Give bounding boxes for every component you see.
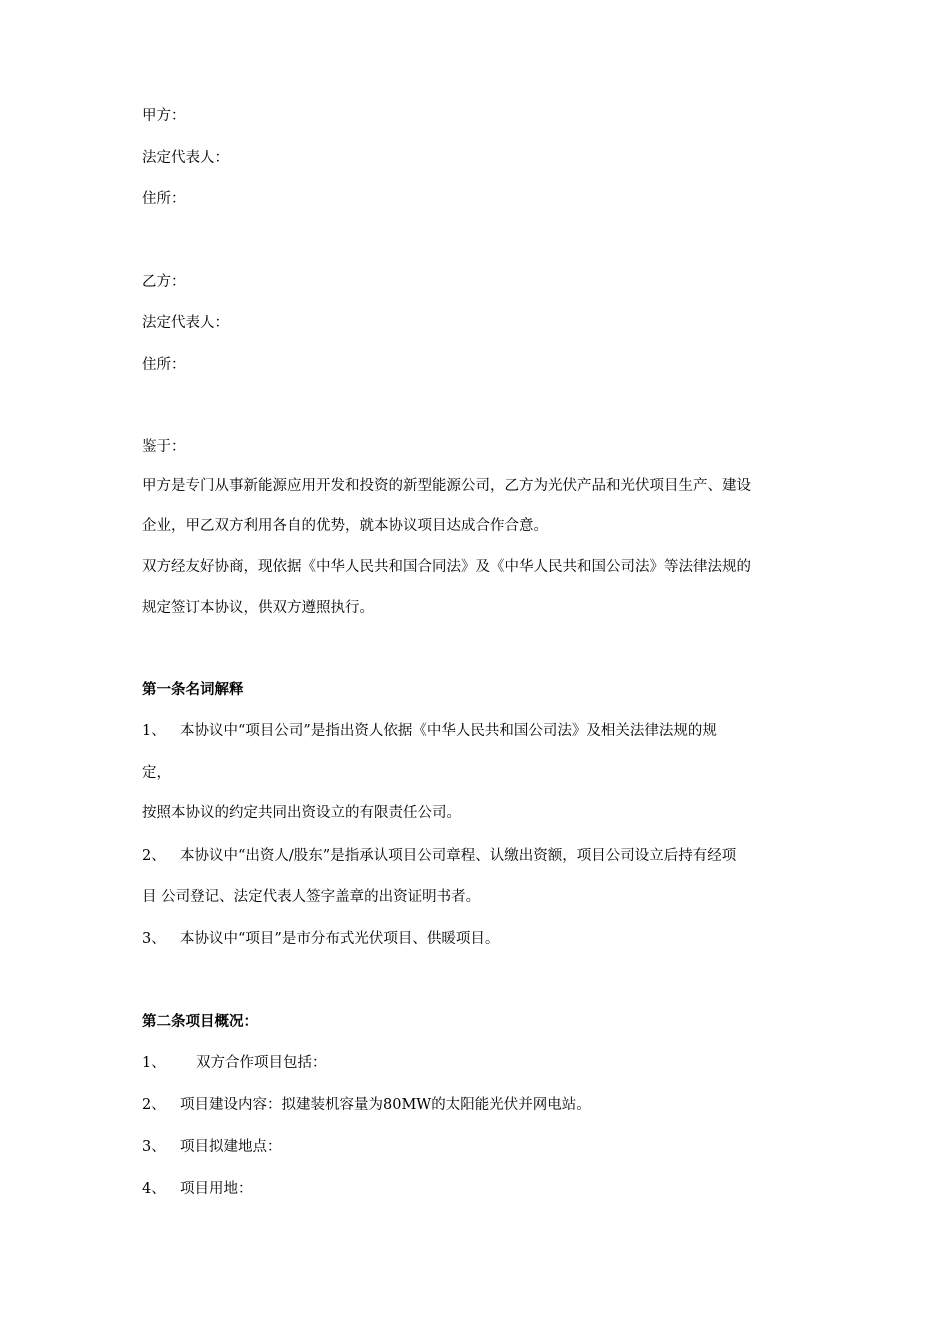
article-1-item-2 (142, 846, 736, 866)
party-b-address: 住所： (142, 357, 186, 373)
party-a-representative: 法定代表人： (142, 150, 229, 166)
party-b-label: 乙方： (142, 274, 186, 290)
article-1-item-3-number: 3、 (142, 931, 166, 947)
article-1-item-2-number: 2、 (142, 848, 166, 864)
party-b-representative: 法定代表人： (142, 315, 229, 331)
whereas-title: 鉴于： (142, 439, 186, 455)
article-1-item-1-line-2: 定， (142, 765, 171, 781)
article-1-item-2-line-2: 目 公司登记、法定代表人签字盖章的出资证明书者。 (142, 889, 481, 905)
party-a-address: 住所： (142, 191, 186, 207)
whereas-paragraph-2-line-1: 双方经友好协商，现依据《中华人民共和国合同法》及《中华人民共和国公司法》等法律法规的 (142, 559, 751, 575)
article-1-item-1-number: 1、 (142, 723, 166, 739)
article-1-item-3-line-1: 本协议中“项目”是市分布式光伏项目、供暖项目。 (180, 931, 500, 947)
article-2-item-2-number: 2、 (142, 1097, 166, 1113)
article-1-item-3 (142, 929, 499, 949)
whereas-paragraph-2-line-2: 规定签订本协议，供双方遵照执行。 (142, 600, 374, 616)
article-2-item-3 (142, 1137, 282, 1157)
whereas-paragraph-1-line-1: 甲方是专门从事新能源应用开发和投资的新型能源公司，乙方为光伏产品和光伏项目生产、建设 (142, 478, 751, 494)
article-2-item-4 (142, 1179, 253, 1199)
article-2-item-2 (142, 1095, 591, 1115)
article-2-item-3-number: 3、 (142, 1139, 166, 1155)
party-a-label: 甲方： (142, 108, 186, 124)
article-2-item-3-text: 项目拟建地点： (180, 1139, 282, 1155)
article-1-item-1 (142, 721, 717, 741)
article-1-item-2-line-1: 本协议中“出资人/股东”是指承认项目公司章程、认缴出资额，项目公司设立后持有经项 (180, 848, 737, 864)
article-1-item-1-line-1: 本协议中“项目公司”是指出资人依据《中华人民共和国公司法》及相关法律法规的规 (180, 723, 717, 739)
article-2-item-2-text: 项目建设内容：拟建装机容量为80MW的太阳能光伏并网电站。 (180, 1097, 591, 1113)
article-2-item-4-text: 项目用地： (180, 1181, 253, 1197)
article-2-item-1-number: 1、 (142, 1055, 166, 1071)
whereas-paragraph-1-line-2: 企业，甲乙双方利用各自的优势，就本协议项目达成合作合意。 (142, 518, 548, 534)
article-1-item-1-line-3: 按照本协议的约定共同出资设立的有限责任公司。 (142, 805, 461, 821)
article-2-item-4-number: 4、 (142, 1181, 166, 1197)
article-2-title: 第二条项目概况： (142, 1013, 258, 1030)
article-2-item-1-text: 双方合作项目包括： (196, 1055, 327, 1071)
article-1-title: 第一条名词解释 (142, 681, 244, 698)
article-2-item-1 (142, 1053, 327, 1073)
